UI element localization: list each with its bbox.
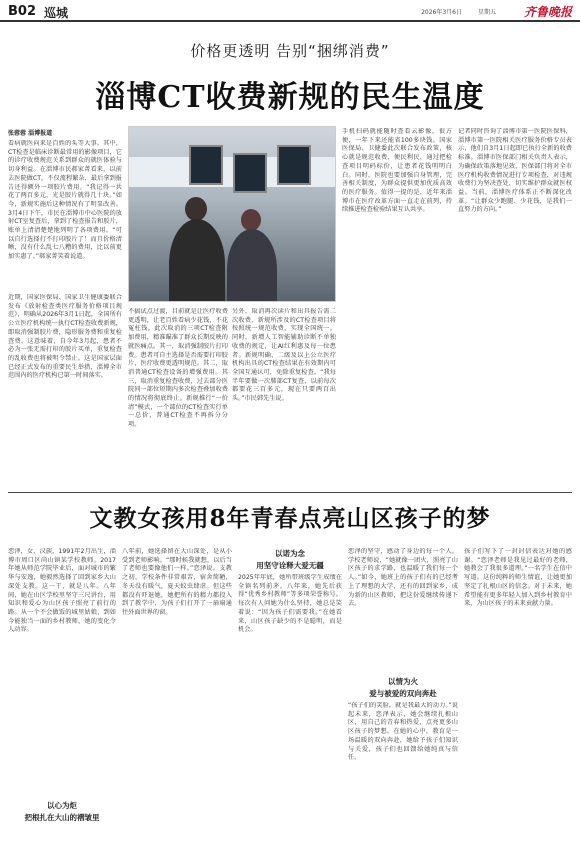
story1-column-1: 看病就医向来是百姓的头等大事。其中，CT检查是临床诊断最常用的影像项目，它的诊疗收费规范关系到群众的就医体验与切身利益。在淄博市民郝家菁看来，以前去医院做CT，不仅流程繁杂，最后拿到报告还得额外一项胶片费用。“我记得一共花了两百多元，光是胶片就得几十块。”如今，新规实施后这种情况有了明显改善。3月4日下午，市民在淄博市中心医院的放射CT室复查后，拿到了检查报告和胶片，账单上清清楚楚地列明了各项费用。“可以自行选择打不打印胶片了！而且价格清晰，没有什么乱七八糟的费用，比以前更加实惠了。”郝家菁笑着说道。: [8, 140, 122, 261]
section-name: 巡城: [44, 6, 69, 20]
story2-column-6: 孩子们写下了一封封信表达对她的感谢。“恋泽老师是我见过最好的老师，她教会了我很多道理。”一名学生在信中写道。这份纯粹的师生情谊，让她更加坚定了扎根山区的信念。对于未来，她希望能有更多年轻人加入到乡村教育中来，为山区孩子的未来贡献力量。: [464, 548, 572, 608]
story2-column-4: 恋泽的坚守，感动了身边的每一个人。学校老师说，“她就像一团火，照亮了山区孩子的求学路，也温暖了我们每一个人。”如今，她班上的孩子们有的已经考上了理想的大学，还有的回到家乡，成为新的山区教师，把这份爱继续传递下去。: [348, 548, 458, 608]
issue-date: 2026年3月6日: [421, 9, 462, 16]
story2-subhead-1-line-2: 把根扎在大山的褶皱里: [24, 813, 100, 822]
story2-subhead-1: 以心为炬: [47, 801, 77, 810]
newspaper-logo: 齐鲁晚报: [523, 5, 572, 19]
photo-person: [169, 219, 225, 302]
section-divider: [8, 492, 572, 493]
story2-subhead-2: 以诺为念: [275, 549, 305, 558]
story1-column-5: 手机扫码就能随时查看云影像，很方便，一年下来还能省100多块钱。国家医保局、卫健委此次联合发布政策，核心就是规范收费、便民利民，通过把检查项目明码标价，让患者花钱明明白白。同时，医院也要加强自身管理，完善相关制度，为群众提供更加优质高效的医疗服务。值得一提的是，近年来淄博市在医疗改革方面一直走在前列，持续推进检查检验结果互认共享。: [342, 128, 452, 214]
news-photo-ct-room: [128, 126, 336, 302]
photo-person-head: [185, 197, 207, 221]
story1-kicker: 价格更透明 告别“捆绑消费”: [190, 42, 390, 60]
story2-headline: 文教女孩用8年青春点亮山区孩子的梦: [89, 505, 491, 532]
photo-display-screen: [233, 153, 267, 193]
story2-subhead-3: 以情为火: [388, 677, 418, 686]
photo-display-screen: [189, 145, 223, 185]
page-number: B02: [8, 4, 36, 19]
story1-column-7: 记者同时咨询了淄博市第一医院医保科，淄博市第一医院相关医疗服务价格专员表示，他们自3月1日起即已执行全新的收费标准。淄博市医保部门相关负责人表示，为确保政策落地见效，医保部门将对全市医疗机构收费情况进行专项检查，对违规收费行为坚决查处，切实维护群众就医权益。当前，淄博医疗体系正不断深化改革。“让群众少跑腿、少花钱，是我们一直努力的方向。”: [458, 128, 572, 214]
story1-byline: 张蓉蓉 淄博报道: [8, 130, 53, 137]
photo-display-screen: [277, 145, 311, 185]
photo-person: [227, 229, 277, 302]
photo-person-head: [241, 209, 261, 231]
story2-column-2: 八年前，她选择留在大山深处，是从小受到老师影响。“那时候我就想，以后当了老师也要像他们一样。”恋泽说。支教之初，学校条件非常艰苦，宿舍简陋，冬天没有暖气，夏天蚊虫肆虐。但这些都没有吓退她，她把所有的精力都投入到了教学中，为孩子们打开了一扇扇通往外面世界的窗。: [122, 548, 232, 616]
story2-column-5: “孩子们的笑脸，就是我最大的动力。”说起未来，恋泽表示，她会继续扎根山区，用自己的青春和热爱，点亮更多山区孩子的梦想。在她的心中，教育是一场温暖的双向奔赴，她给予孩子们知识与关爱，孩子们也回馈给她纯真与信任。: [348, 702, 458, 762]
story1-headline: 淄博CT收费新规的民生温度: [95, 80, 485, 115]
story2-subhead-2-line-2: 用坚守诠释大爱无疆: [256, 561, 324, 570]
story1-column-2: 近期，国家医保局、国家卫生健康委联合发布《放射检查类医疗服务价格项目规范》，明确从2026年3月1日起，全国所有公立医疗机构统一执行CT检查收费新规，即取消强制胶片费，隐形服务费和重复检查费。这意味着，自今年3月起，患者不必为一张无需打印的胶片买单，重复检查的乱收费也将被明令禁止。这是国家层面已经正式发布的重要民生举措，淄博全市范围内的医疗机构已第一时间落实。: [8, 294, 122, 380]
story2-subhead-3-line-2: 爱与被爱的双向奔赴: [369, 689, 437, 698]
story1-column-4: 另外，取消再次读片和出具报告需二次收费，新规所涉及的CT检查项目将按照统一规范收费，实现全国统一。同时，新增人工智能辅助诊断不单独收费的规定，让AI红利惠及每一位患者。新规明确，二级及以上公立医疗机构出具的CT检查结果在有效期内可全国互通认可，免除重复检查。“我每半年要做一次肺部CT复查，以前每次都要花三百多元，现在只要两百出头。”市民韩先生说。: [232, 308, 336, 403]
story2-column-1: 恋泽，女，汉族，1991年2月出生，淄博市周口区尚山镇某学校教师。2017年她从师范学院毕业后，面对城市的繁华与安逸，她毅然选择了回到家乡大山深处支教。这一干，就是八年。八年间，她在山区学校里坚守三尺讲台，用知识和爱心为山区孩子照亮了前行的路。从一个不会做饭的城里姑娘，到如今能独当一面的乡村教师，她的变化令人动容。: [8, 548, 116, 634]
story2-column-3: 2025年年底，她所带班级学生成绩在全镇名列前茅。八年来，她先后获得“优秀乡村教师”等多项荣誉称号。每次有人问她为什么坚持，她总是笑着说：“因为孩子们需要我。”在她看来，山区孩子缺少的不是聪明，而是机会。: [238, 574, 342, 634]
masthead: [0, 0, 580, 22]
story1-column-3: 不搞试点过渡，目前就是让医疗收费更透明，让老百姓看病少花钱，不花冤枉钱。此次取消的三项CT检查附加费用，精准瞄准了群众长期反映的就医痛点。其一，取消强制胶片打印费。患者可自主选择是否需要打印胶片，医疗收费更透明规范。其二，取消普通CT检查设备的增强费用。其三，取消重复检查收费，过去部分医院同一部位短期内多次检查叠加收费的情况将彻底终止。新规推行“一价清”模式，一个部位的CT检查实行单一总价，普通CT检查不再拆分分项。: [128, 308, 228, 429]
issue-weekday: 星期五: [477, 9, 496, 16]
